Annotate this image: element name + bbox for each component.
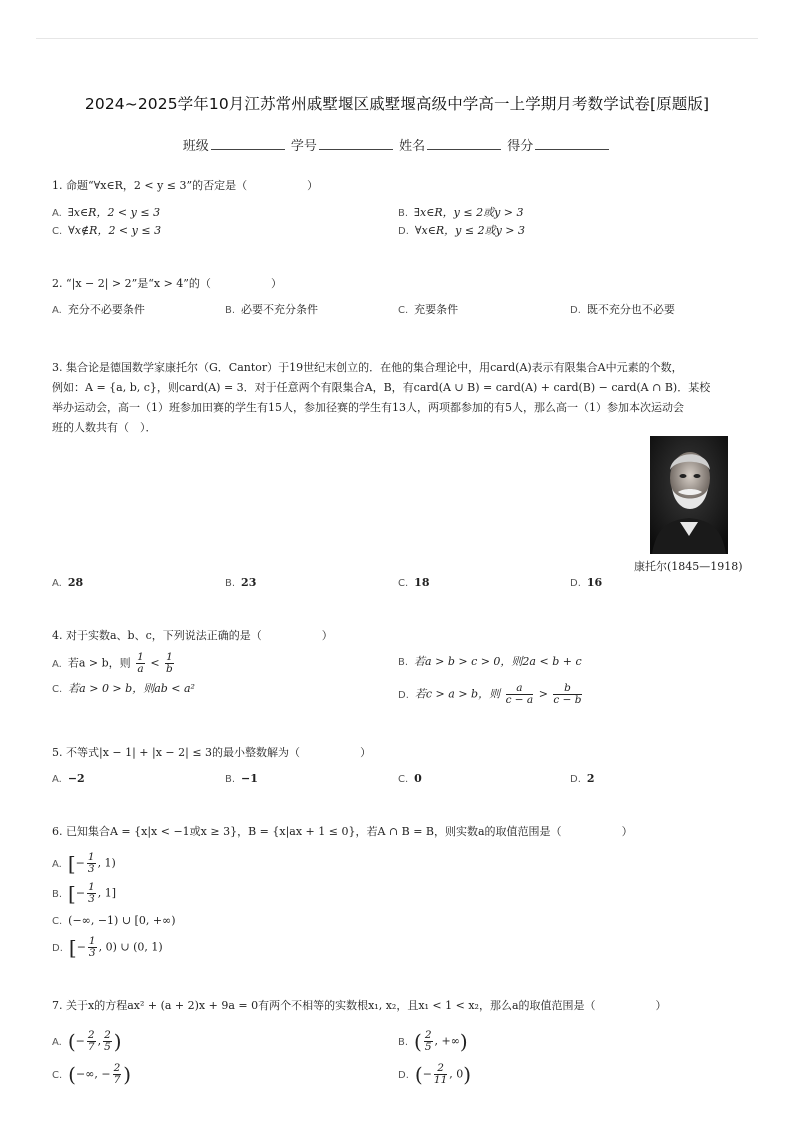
fraction-numerator: 2: [87, 1029, 95, 1041]
field-class-blank[interactable]: [211, 137, 285, 150]
option-text: ∃x∈R，2 < y ≤ 3: [67, 206, 161, 219]
fraction-denominator: a: [137, 663, 144, 675]
question-1: [52, 178, 318, 194]
fraction-numerator: 1: [88, 935, 96, 947]
option-text: −2: [67, 772, 85, 785]
option-text: 充分不必要条件: [67, 303, 145, 316]
option-label: B.: [398, 657, 409, 668]
fraction: [424, 1030, 433, 1053]
q2-option-a[interactable]: [52, 302, 145, 319]
option-text: 若a > b > c > 0，则2a < b + c: [414, 655, 582, 668]
fraction-denominator: 7: [113, 1074, 121, 1086]
fraction-denominator: c − b: [553, 694, 582, 706]
field-name-blank[interactable]: [427, 137, 501, 150]
portrait-caption: 康托尔(1845—1918): [634, 560, 743, 573]
question-7-paren: ）: [655, 999, 667, 1012]
option-text: , 0) ∪ (0, 1): [98, 940, 163, 954]
fraction: [136, 652, 145, 675]
option-label: D.: [398, 226, 409, 237]
option-text: 充要条件: [414, 303, 459, 316]
q1-option-c[interactable]: [52, 223, 161, 240]
field-name-label: 姓名: [399, 139, 426, 154]
question-4: [52, 628, 333, 644]
question-2-stem: 2. “|x − 2| > 2”是“x > 4”的（: [52, 277, 211, 290]
q1-option-a[interactable]: [52, 205, 160, 222]
fraction: [87, 852, 96, 875]
q4-option-d[interactable]: [398, 683, 584, 706]
option-label: C.: [52, 916, 63, 927]
option-text: ∃x∈R，y ≤ 2或y > 3: [414, 206, 524, 219]
q4-option-a[interactable]: [52, 652, 176, 675]
question-3-line-4: 班的人数共有（ ）．: [52, 421, 157, 434]
fraction-numerator: 1: [88, 881, 95, 893]
question-1-paren: ）: [307, 179, 319, 192]
fraction-denominator: c − a: [505, 694, 534, 706]
question-3-line-2: 例如：A = {a, b, c}，则card(A) = 3．对于任意两个有限集合A，B，有card(A ∪ B) = card(A) + card(B) − card(A ∩ B)．某校: [52, 381, 711, 394]
q5-option-d[interactable]: [570, 771, 595, 788]
fraction-numerator: 2: [434, 1063, 447, 1075]
fraction-numerator: 1: [87, 851, 95, 863]
question-5-stem: 5. 不等式|x − 1| + |x − 2| ≤ 3的最小整数解为（: [52, 746, 301, 759]
fraction: [506, 683, 534, 706]
fraction: [165, 652, 174, 675]
student-info-fields: [0, 135, 794, 154]
option-text: , 1]: [97, 886, 117, 900]
option-label: C.: [52, 684, 63, 695]
option-label: D.: [570, 305, 581, 316]
q6-option-a[interactable]: A. [− $\frac{1}{3}$ , 1): [52, 851, 116, 876]
option-label: C.: [52, 226, 63, 237]
option-label: B.: [225, 774, 236, 785]
option-label: D.: [52, 942, 63, 954]
option-label: C.: [398, 578, 409, 589]
option-label: A.: [52, 658, 62, 670]
fraction-numerator: b: [553, 683, 581, 695]
fraction-numerator: 2: [113, 1062, 121, 1074]
option-text: −∞, −: [75, 1067, 111, 1081]
question-3: [52, 358, 746, 438]
q5-option-a[interactable]: [52, 771, 85, 788]
question-3-line-1: 3. 集合论是德国数学家康托尔（G．Cantor）于19世纪末创立的．在他的集合理论中，用card(A)表示有限集合A中元素的个数，: [52, 361, 683, 374]
q7-option-a[interactable]: A. (− $\frac{2}{7}$ , $\frac{2}{5}$ ): [52, 1029, 122, 1054]
q3-option-c[interactable]: [398, 575, 429, 592]
option-label: D.: [570, 774, 581, 785]
fraction-numerator: 2: [104, 1029, 111, 1041]
q3-option-d[interactable]: [570, 575, 602, 592]
fraction-denominator: 5: [424, 1041, 432, 1053]
q2-option-d[interactable]: [570, 302, 675, 319]
q2-option-c[interactable]: [398, 302, 458, 319]
q2-option-b[interactable]: [225, 302, 318, 319]
fraction: [113, 1063, 122, 1086]
fraction: [87, 1030, 96, 1053]
option-text: , +∞: [434, 1034, 460, 1048]
option-text: 16: [586, 576, 603, 589]
question-5-paren: ）: [360, 746, 372, 759]
q7-option-d[interactable]: D. (− $\frac{2}{11}$ , 0): [398, 1062, 472, 1087]
option-label: A.: [52, 208, 62, 219]
q6-option-d[interactable]: D. [− $\frac{1}{3}$ , 0) ∪ (0, 1): [52, 935, 163, 960]
option-text: , 1): [97, 856, 116, 870]
fraction: [87, 882, 96, 905]
fraction: [553, 683, 581, 706]
fraction-denominator: 3: [88, 893, 95, 905]
question-5: [52, 745, 371, 761]
q6-option-c[interactable]: [52, 913, 176, 930]
option-text: (−∞, −1) ∪ [0, +∞): [68, 914, 176, 927]
cantor-portrait-image: [650, 436, 728, 554]
option-text: 0: [414, 772, 422, 785]
option-label: B.: [52, 888, 63, 900]
bracket: [: [68, 881, 76, 906]
fraction-numerator: 1: [137, 651, 144, 663]
option-text: 2: [586, 772, 595, 785]
option-text: 23: [241, 576, 257, 589]
question-7-stem: 7. 关于x的方程ax² + (a + 2)x + 9a = 0有两个不相等的实数根x₁, x₂，且x₁ < 1 < x₂，那么a的取值范围是（: [52, 999, 596, 1012]
option-text: 28: [67, 576, 84, 589]
option-text: 若c > a > b，则: [414, 687, 501, 701]
option-text: 若a > b，则: [67, 656, 131, 670]
question-3-line-3: 举办运动会，高一（1）班参加田赛的学生有15人，参加径赛的学生有13人，两项都参加的有5人，那么高一（1）参加本次运动会: [52, 401, 684, 414]
q4-option-b[interactable]: [398, 654, 582, 671]
option-text: −1: [241, 772, 258, 785]
field-id-blank[interactable]: [319, 137, 393, 150]
q6-option-b[interactable]: B. [− $\frac{1}{3}$ , 1]: [52, 881, 117, 906]
bracket: [: [68, 935, 77, 960]
field-score-label: 得分: [507, 139, 534, 154]
question-6-stem: 6. 已知集合A = {x|x < −1或x ≥ 3}，B = {x|ax + 1 ≤ 0}，若A ∩ B = B，则实数a的取值范围是（: [52, 825, 562, 838]
fraction-denominator: 11: [433, 1074, 448, 1086]
option-text: 18: [414, 576, 430, 589]
fraction: [103, 1030, 112, 1053]
option-text: , 0: [449, 1067, 464, 1081]
fraction: [88, 936, 97, 959]
fraction-denominator: 3: [87, 863, 95, 875]
q7-option-c[interactable]: C. (−∞, − $\frac{2}{7}$ ): [52, 1062, 132, 1087]
option-label: D.: [398, 1069, 409, 1081]
fraction-denominator: 3: [88, 947, 96, 959]
option-label: C.: [398, 305, 409, 316]
option-label: B.: [225, 578, 236, 589]
relation-sign: <: [150, 656, 160, 670]
option-text: ∀x∉R，2 < y ≤ 3: [68, 224, 162, 237]
question-4-paren: ）: [321, 629, 333, 642]
option-label: A.: [52, 774, 62, 785]
q3-option-a[interactable]: [52, 575, 83, 592]
option-label: D.: [570, 578, 581, 589]
question-2: [52, 276, 282, 292]
question-2-paren: ）: [270, 277, 282, 290]
option-label: B.: [398, 1036, 409, 1048]
field-id-label: 学号: [290, 139, 317, 154]
field-class-label: 班级: [182, 139, 209, 154]
fraction-numerator: a: [506, 683, 534, 695]
fraction-denominator: 7: [87, 1041, 95, 1053]
q4-option-c[interactable]: [52, 681, 195, 698]
option-label: D.: [398, 689, 409, 701]
fraction-numerator: 1: [166, 651, 173, 663]
option-label: A.: [52, 578, 62, 589]
option-label: A.: [52, 858, 62, 870]
q3-option-b[interactable]: [225, 575, 256, 592]
option-text: ∀x∈R，y ≤ 2或y > 3: [414, 224, 526, 237]
relation-sign: >: [538, 687, 548, 701]
q5-option-c[interactable]: [398, 771, 422, 788]
fraction-denominator: 5: [104, 1041, 111, 1053]
option-label: C.: [52, 1069, 63, 1081]
option-label: A.: [52, 1036, 62, 1048]
fraction-numerator: 2: [424, 1029, 432, 1041]
question-6: [52, 824, 633, 840]
question-1-stem: 1. 命题“∀x∈R，2 < y ≤ 3”的否定是（: [52, 179, 248, 192]
fraction: [434, 1063, 447, 1086]
q1-option-d[interactable]: [398, 223, 525, 240]
fraction-denominator: b: [166, 663, 173, 675]
question-4-stem: 4. 对于实数a、b、c，下列说法正确的是（: [52, 629, 262, 642]
option-label: B.: [225, 305, 236, 316]
top-divider: [36, 38, 758, 39]
option-label: B.: [398, 208, 409, 219]
q5-option-b[interactable]: [225, 771, 258, 788]
question-7: [52, 998, 667, 1014]
bracket: [: [67, 851, 76, 876]
option-label: A.: [52, 305, 62, 316]
page-title: 2024~2025学年10月江苏常州戚墅堰区戚墅堰高级中学高一上学期月考数学试卷[原题版]: [84, 95, 710, 113]
option-text: 必要不充分条件: [241, 303, 319, 316]
option-text: 若a > 0 > b，则ab < a²: [68, 682, 195, 695]
q1-option-b[interactable]: [398, 205, 524, 222]
option-text: 既不充分也不必要: [586, 303, 675, 316]
q7-option-b[interactable]: B. ( $\frac{2}{5}$ , +∞): [398, 1029, 468, 1054]
question-6-paren: ）: [621, 825, 633, 838]
field-score-blank[interactable]: [535, 137, 609, 150]
option-label: C.: [398, 774, 409, 785]
